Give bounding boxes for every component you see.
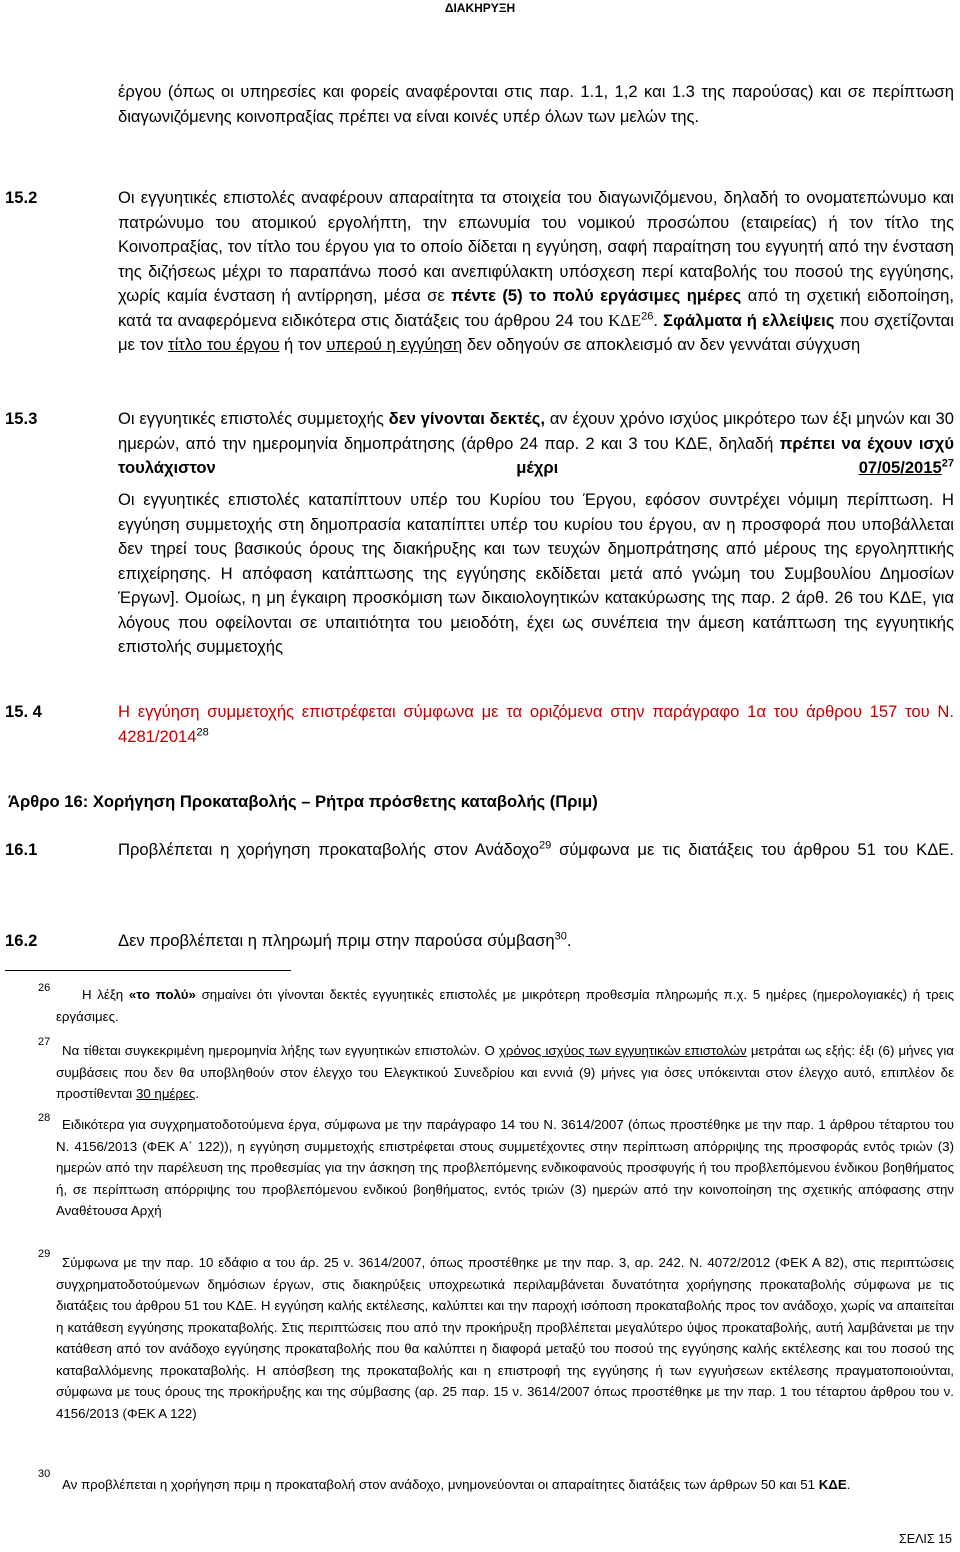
intro-paragraph: έργου (όπως οι υπηρεσίες και φορείς αναφέρονται στις παρ. 1.1, 1,2 και 1.3 της παρούσας) και σε περίπτωση διαγωνιζόμενης κοινοπραξίας πρέπει να είναι κοινές υπέρ όλων των μελών της.	[118, 82, 954, 126]
s162-t2: .	[566, 931, 572, 950]
footnote-30	[56, 1474, 954, 1496]
footnote-28: Ειδικότερα για συγχρηματοδοτούμενα έργα, σύμφωνα με την παράγραφο 14 του Ν. 3614/2007 (όπως προστέθηκε με την παρ. 1 άρθρου τέταρτου του Ν. 4156/2013 (ΦΕΚ Α΄ 122)), η εγγύηση συμμετοχής επιστρέφεται στους συμμετέχοντες στην περίπτωση απόρριψης της προσφοράς εντός τριών (3) ημερών από την παρέλευση της προθεσμίας για την άσκηση της προβλεπόμενης ενδικοφανούς προσφυγής ή του προβλεπόμενου ένδικου βοηθήματος ή, σε περίπτωση απόρριψης του προβλεπόμενου ενδικού βοηθήματος, εντός τριών (3) ημερών από την κοινοποίηση της σχετικής απόφασης στην Αναθέτουσα Αρχή	[56, 1117, 954, 1218]
footnote-27	[56, 1040, 954, 1105]
s152-errors-u1: τίτλο του έργου	[168, 335, 280, 354]
footnote-ref-28[interactable]: 28	[196, 725, 209, 738]
fn26-t2: σημαίνει ότι γίνονται δεκτές εγγυητικές επιστολές με μικρότερη προθεσμία πληρωμής π.χ. 5 ημέρες (ημερολογιακές) ή τρεις εργάσιμες.	[56, 987, 954, 1024]
fn30-bold: ΚΔΕ	[818, 1477, 847, 1492]
s152-bold: πέντε (5) το πολύ εργάσιμες ημέρες	[451, 286, 742, 305]
footnote-28-number: 28	[38, 1112, 51, 1124]
s154-text: Η εγγύηση συμμετοχής επιστρέφεται σύμφωνα με τα οριζόμενα στην παράγραφο 1α του άρθρου 157 του Ν. 4281/2014	[118, 702, 954, 746]
footnote-30-number: 30	[38, 1468, 51, 1480]
s152-kde: ΚΔΕ	[608, 310, 642, 330]
page-number: ΣΕΛΙΣ 15	[899, 1532, 952, 1546]
s152-text2: από τη σχετική ειδοποίηση, κατά τα αναφερόμενα ειδικότερα στις διατάξεις του άρθρου 24 του	[118, 286, 954, 330]
footnote-separator	[5, 970, 291, 971]
footnote-ref-30[interactable]: 30	[554, 930, 567, 943]
s162-t1: Δεν προβλέπεται η πληρωμή πριμ στην παρούσα σύμβαση	[118, 931, 555, 950]
section-15-3-number: 15.3	[5, 409, 38, 428]
footnote-29: Σύμφωνα με την παρ. 10 εδάφιο α του άρ. 25 ν. 3614/2007, όπως προστέθηκε με την παρ. 3, αρ. 242. Ν. 4072/2012 (ΦΕΚ Α 82), στις περιπτώσεις συγχρηματοδοτούμενων δημόσιων έργων, στις διακηρύξεις υποχρεωτικά περιλαμβάνεται δυνατότητα χορήγησης προκαταβολής σύμφωνα με τις διατάξεις του άρθρου 51 του ΚΔΕ. Η εγγύηση καλής εκτέλεσης, καλύπτει και την παροχή ισόποση προκαταβολής προς τον ανάδοχο, χωρίς να απαιτείται η κατάθεση εγγύησης προκαταβολής. Στις περιπτώσεις που από την προκήρυξη προβλέπεται μεγαλύτερο ύψος προκαταβολής, αυτή λαμβάνεται με την κατάθεση από τον ανάδοχο εγγύησης προκαταβολής που θα καλύπτει η διαφορά μεταξύ του ποσού της εγγύησης καλής εκτέλεσης και του ποσού της καταβαλλόμενης προκαταβολής. Η απόσβεση της προκαταβολής και η επιστροφή της εγγύησης ή των εγγυήσεων εκτέλεσης πραγματοποιούνται, σύμφωνα με τους όρους της προκήρυξης και της σύμβασης (αρ. 25 παρ. 15 ν. 3614/2007 όπως προστέθηκε με την παρ. 1 του τέταρτου άρθρου του ν. 4156/2013 (ΦΕΚ Α 122)	[56, 1255, 954, 1421]
s152-errors-bold: Σφάλματα ή ελλείψεις	[663, 310, 835, 330]
fn30-t2: .	[846, 1477, 851, 1492]
fn27-u1: χρόνος ισχύος των εγγυητικών επιστολών	[498, 1043, 747, 1058]
section-15-3-text	[118, 407, 954, 481]
s153-b2: πρέπει να έχουν ισχύ τουλάχιστον μέχρι	[118, 433, 954, 477]
s152-errors-u2: υπερού η εγγύηση	[326, 335, 463, 354]
s152-errors-text3: δεν οδηγούν σε αποκλεισμό αν δεν γεννάται σύγχυση	[466, 335, 861, 354]
footnote-27-number: 27	[38, 1036, 51, 1048]
section-15-2-text	[118, 186, 954, 358]
fn27-t1: Να τίθεται συγκεκριμένη ημερομηνία λήξης των εγγυητικών επιστολών. Ο	[62, 1043, 495, 1058]
section-16-2-number: 16.2	[5, 931, 38, 950]
fn27-t3: .	[195, 1086, 200, 1101]
fn27-u2: 30 ημέρες	[135, 1086, 196, 1101]
section-16-1-text	[118, 838, 954, 863]
s152-errors-text2: ή τον	[284, 335, 322, 354]
fn26-bold: «το πολύ»	[128, 987, 196, 1002]
fn26-t1: Η λέξη	[82, 987, 124, 1002]
s152-errors-text1: που σχετίζονται με τον	[118, 310, 954, 354]
document-header: ΔΙΑΚΗΡΥΞΗ	[444, 1, 516, 15]
s153-b1: δεν γίνονται δεκτές,	[388, 409, 545, 428]
section-15-2-number: 15.2	[5, 188, 38, 207]
s153-t2: αν έχουν χρόνο ισχύος μικρότερο των έξι μηνών και 30 ημερών, από την ημερομηνία δημοπράτησης (άρθρο 24 παρ. 2 και 3 του ΚΔΕ, δηλαδή	[118, 409, 954, 453]
section-15-3-paragraph-2: Οι εγγυητικές επιστολές καταπίπτουν υπέρ του Κυρίου του Έργου, εφόσον συντρέχει νόμιμη περίπτωση. Η εγγύηση συμμετοχής στη δημοπρασία καταπίπτει υπέρ του κυρίου του έργου, αν η προσφορά που υποβάλλεται δεν τηρεί τους βασικούς όρους της διακήρυξης και των τευχών δημοπράτησης από μέρους της εργοληπτικής επιχείρησης. Η απόφαση κατάπτωσης της εγγύησης εκδίδεται μετά από γνώμη του Συμβουλίου Δημοσίων Έργων]. Ομοίως, η μη έγκαιρη προσκόμιση των δικαιολογητικών κατακύρωσης της παρ. 2 άρθ. 26 του ΚΔΕ, για λόγους που οφείλονται σε υπαιτιότητα του μειοδότη, έχει ως συνέπεια την άμεση κατάπτωση της εγγυητικής επιστολής συμμετοχής	[118, 490, 954, 656]
footnote-26-number: 26	[38, 982, 51, 994]
section-15-4-number: 15. 4	[5, 702, 42, 721]
s161-t1: Προβλέπεται η χορήγηση προκαταβολής στον Ανάδοχο	[118, 840, 539, 859]
section-16-2-text	[118, 929, 954, 954]
fn30-t1: Αν προβλέπεται η χορήγηση πριμ η προκαταβολή στον ανάδοχο, μνημονεύονται οι απαραίτητες διατάξεις των άρθρων 50 και 51	[62, 1477, 815, 1492]
fn27-t2: μετράται ως εξής: έξι (6) μήνες για συμβάσεις που δεν θα υποβληθούν στον έλεγχο του Ελεγκτικού Συνεδρίου και εννιά (9) μήνες για όσες υπόκεινται στον έλεγχο αυτό, επιπλέον δε προστίθενται	[56, 1043, 954, 1101]
section-15-4-text	[118, 700, 954, 749]
article-16-title: Άρθρο 16: Χορήγηση Προκαταβολής – Ρήτρα πρόσθετης καταβολής (Πριμ)	[8, 792, 598, 811]
footnote-29-number: 29	[38, 1248, 51, 1260]
s153-date: 07/05/2015	[858, 458, 942, 477]
footnote-ref-29[interactable]: 29	[538, 839, 552, 852]
section-16-1-number: 16.1	[5, 840, 38, 859]
footnote-26	[56, 984, 954, 1027]
footnote-ref-26[interactable]: 26	[641, 309, 654, 322]
footnote-ref-27[interactable]: 27	[941, 457, 954, 470]
s152-text: Οι εγγυητικές επιστολές αναφέρουν απαραίτητα τα στοιχεία του διαγωνιζόμενου, δηλαδή το ονοματεπώνυμο και πατρώνυμο του ατομικού εργολήπτη, την επωνυμία του νομικού προσώπου (εταιρείας) ή τον τίτλο της Κοινοπραξίας, τον τίτλο του έργου για το οποίο δίδεται η εγγύηση, σαφή παραίτηση του εγγυητή από την ένσταση της διζήσεως μέχρι το παραπάνω ποσό και ανεπιφύλακτη υπόσχεση περί καταβολής του ποσού της εγγύησης, χωρίς καμία ένσταση ή αντίρρηση, μέσα σε	[118, 188, 954, 305]
s161-t2: σύμφωνα με τις διατάξεις του άρθρου 51 του ΚΔΕ.	[559, 840, 954, 859]
s152-dot: .	[653, 310, 658, 330]
s153-t1: Οι εγγυητικές επιστολές συμμετοχής	[118, 409, 384, 428]
